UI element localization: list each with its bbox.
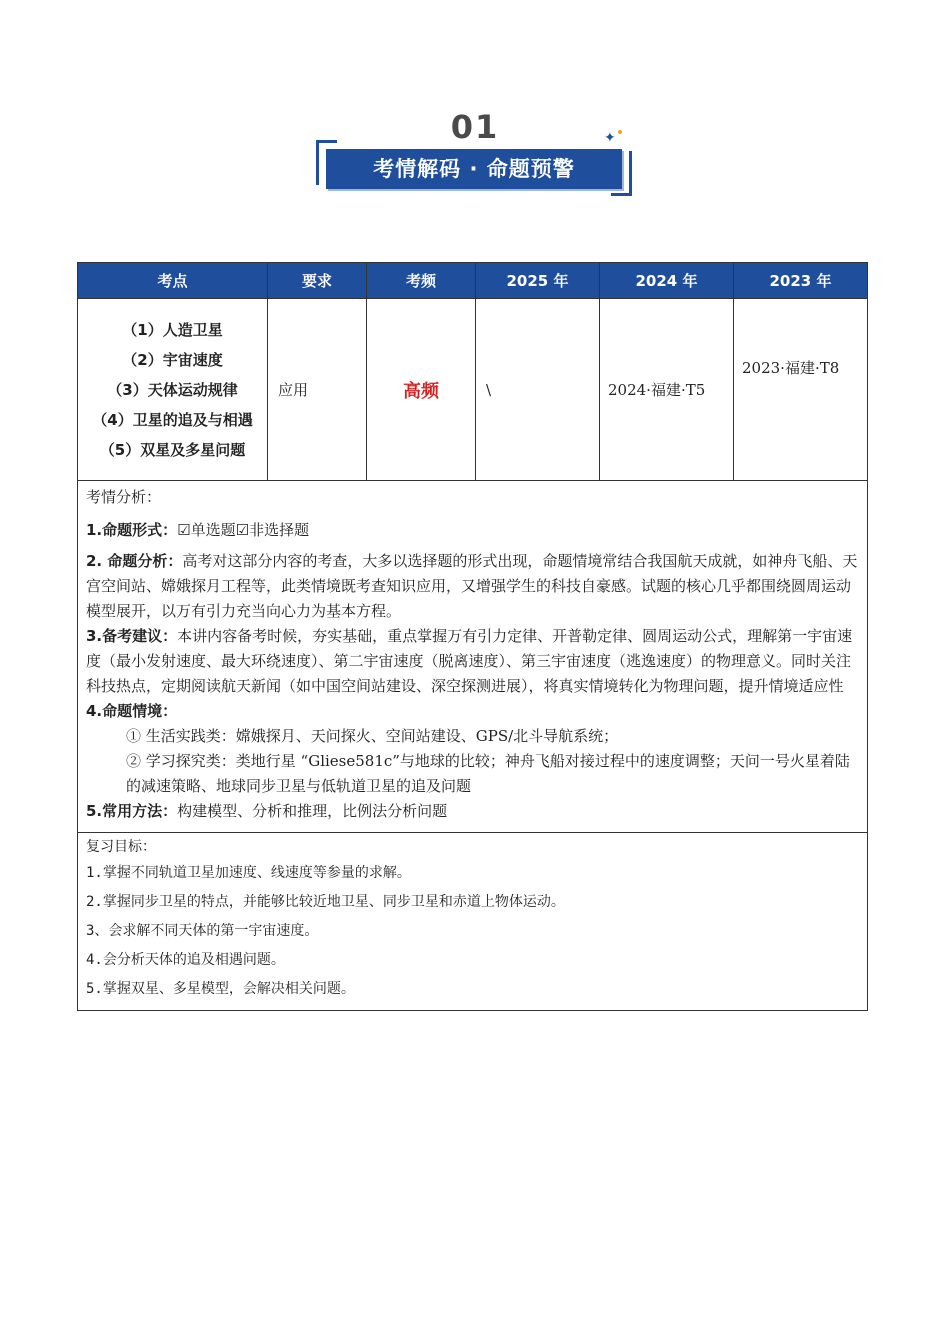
goal-item: 5.掌握双星、多星模型，会解决相关问题。 [86, 981, 355, 997]
exam-info-table [77, 262, 867, 1011]
context-line-study: ② 学习探究类：类地行星 “Gliese581c”与地球的比较；神舟飞船对接过程中的速度调整；天问一号火星着陆的减速策略、地球同步卫星与低轨道卫星的追及问题 [126, 752, 850, 795]
topic-item: （5）双星及多星问题 [99, 440, 246, 459]
section-banner [316, 140, 632, 196]
column-header-2023: 2023 年 [734, 263, 868, 299]
analysis-cell [78, 481, 868, 833]
analysis-item-context [86, 699, 859, 724]
requirement-cell: 应用 [268, 299, 367, 481]
form-option-single-choice: 单选题 [190, 521, 236, 539]
topic-item: （3）天体运动规律 [107, 380, 238, 399]
advice-label: 3.备考建议： [86, 627, 178, 645]
checkbox-checked-icon: ☑ [177, 521, 191, 539]
checkbox-checked-icon: ☑ [235, 521, 250, 539]
year-2025-cell: \ [476, 299, 600, 481]
methods-text: 构建模型、分析和推理，比例法分析问题 [177, 802, 448, 820]
table-row [78, 299, 868, 481]
goal-item: 3、会求解不同天体的第一宇宙速度。 [86, 923, 319, 939]
column-header-2024: 2024 年 [600, 263, 734, 299]
goals-row [78, 833, 868, 1011]
goal-item: 2.掌握同步卫星的特点，并能够比较近地卫星、同步卫星和赤道上物体运动。 [86, 894, 565, 910]
methods-label: 5.常用方法： [86, 802, 178, 820]
goal-item: 4.会分析天体的追及相遇问题。 [86, 952, 285, 968]
column-header-frequency: 考频 [367, 263, 476, 299]
goals-heading: 复习目标： [86, 839, 156, 855]
analysis-label: 2. 命题分析： [86, 552, 183, 570]
sparkle-dot-icon [618, 130, 622, 134]
column-header-2025: 2025 年 [476, 263, 600, 299]
frequency-cell: 高频 [367, 299, 476, 481]
topic-item: （1）人造卫星 [122, 320, 223, 339]
topics-cell [78, 299, 268, 481]
goal-item: 1.掌握不同轨道卫星加速度、线速度等参量的求解。 [86, 865, 411, 881]
form-option-non-choice: 非选择题 [249, 521, 310, 539]
table-header-row [78, 263, 868, 299]
context-line-practice: ① 生活实践类：嫦娥探月、天问探火、空间站建设、GPS/北斗导航系统； [126, 727, 619, 745]
analysis-heading: 考情分析： [86, 488, 162, 506]
goals-cell [78, 833, 868, 1011]
year-2024-cell: 2024·福建·T5 [600, 299, 734, 481]
section-number: 01 [450, 108, 500, 146]
banner-title: 考情解码 · 命题预警 [326, 149, 622, 189]
analysis-row [78, 481, 868, 833]
column-header-requirement: 要求 [268, 263, 367, 299]
topic-item: （2）宇宙速度 [122, 350, 223, 369]
analysis-item-methods [86, 799, 859, 824]
form-label: 1.命题形式： [86, 521, 178, 539]
sparkle-icon: ✦ [604, 130, 616, 146]
analysis-item-advice [86, 624, 859, 699]
context-label: 4.命题情境： [86, 702, 178, 720]
year-2023-cell: 2023·福建·T8 [734, 299, 868, 481]
analysis-text: 高考对这部分内容的考查，大多以选择题的形式出现，命题情境常结合我国航天成就，如神舟飞船、天宫空间站、嫦娥探月工程等，此类情境既考查知识应用，又增强学生的科技自豪感。试题的核心几乎都围绕圆周运动模型展开，以万有引力充当向心力为基本方程。 [86, 552, 858, 620]
analysis-item-form [86, 518, 859, 543]
advice-text: 本讲内容备考时候，夯实基础，重点掌握万有引力定律、开普勒定律、圆周运动公式，理解第一宇宙速度（最小发射速度、最大环绕速度）、第二宇宙速度（脱离速度）、第三宇宙速度（逃逸速度）的物理意义。同时关注科技热点，定期阅读航天新闻（如中国空间站建设、深空探测进展），将真实情境转化为物理问题，提升情境适应性 [86, 627, 853, 695]
column-header-topic: 考点 [78, 263, 268, 299]
topic-item: （4）卫星的追及与相遇 [92, 410, 253, 429]
analysis-item-analysis [86, 549, 859, 624]
